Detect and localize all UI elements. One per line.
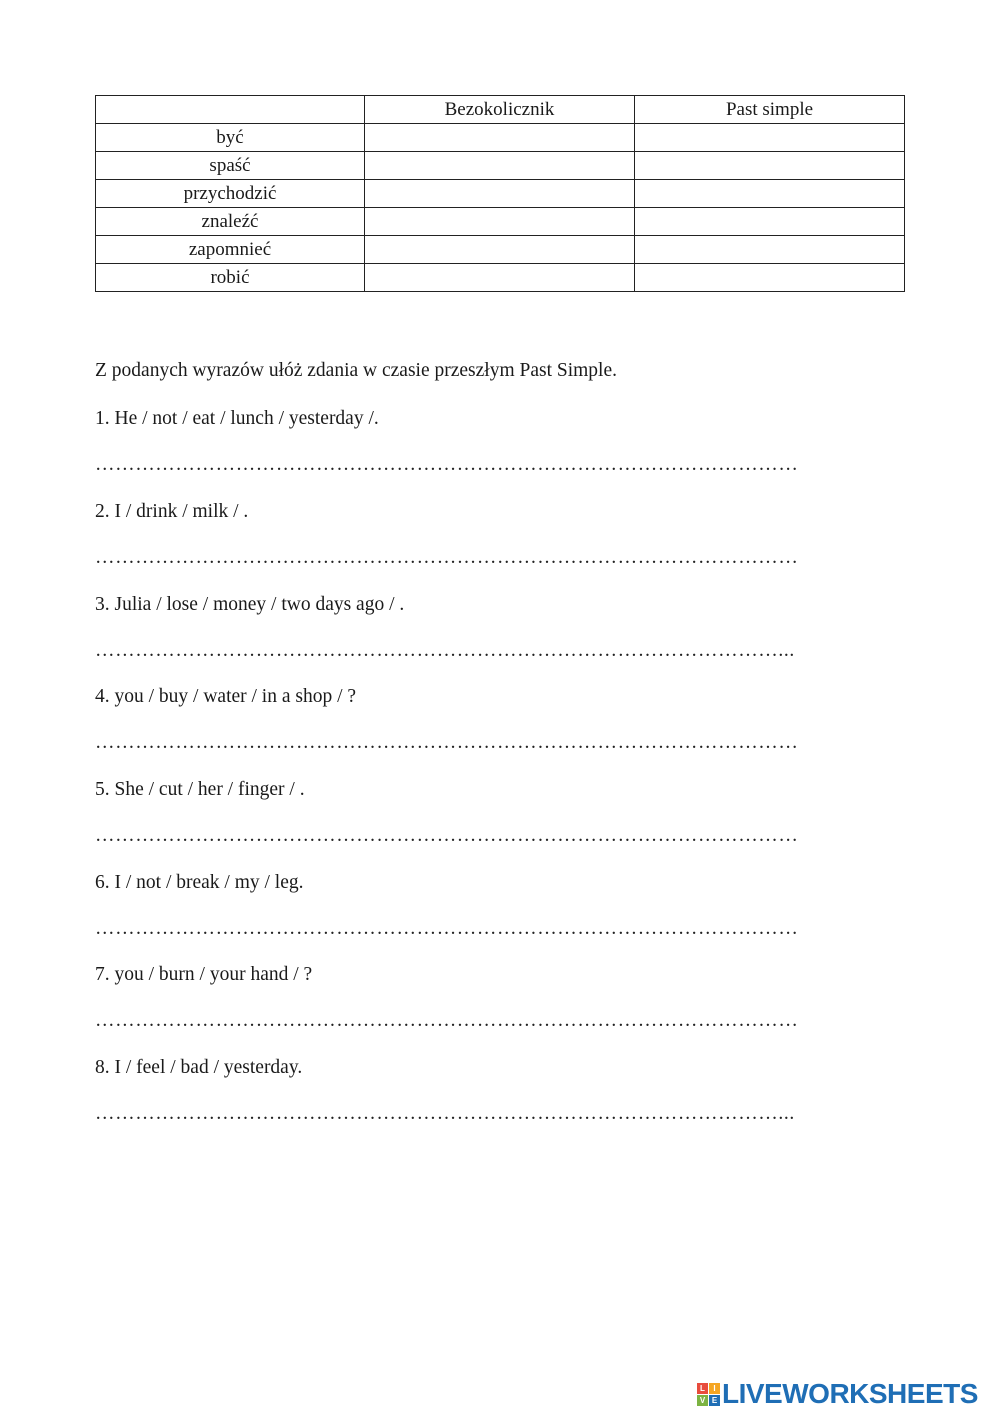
infinitive-answer-cell[interactable]: [365, 124, 635, 152]
exercise-item: [95, 777, 799, 846]
answer-line[interactable]: …………………………………………………………………………………………...: [95, 1103, 795, 1124]
polish-verb-cell: być: [96, 124, 365, 152]
table-row: [96, 152, 905, 180]
header-cell-past-simple: Past simple: [635, 96, 905, 124]
past-simple-answer-cell[interactable]: [635, 208, 905, 236]
liveworksheets-mark-icon: [697, 1383, 720, 1406]
answer-line[interactable]: …………………………………………………………………………………………...: [95, 640, 795, 661]
infinitive-answer-cell[interactable]: [365, 152, 635, 180]
mark-letter: L: [697, 1383, 708, 1394]
exercise-prompt: 2. I / drink / milk / .: [95, 501, 249, 522]
past-simple-answer-cell[interactable]: [635, 124, 905, 152]
infinitive-answer-cell[interactable]: [365, 180, 635, 208]
past-simple-answer-cell[interactable]: [635, 180, 905, 208]
polish-verb-cell: zapomnieć: [96, 236, 365, 264]
past-simple-answer-cell[interactable]: [635, 152, 905, 180]
exercise-item: [95, 592, 795, 661]
exercise-item: [95, 406, 799, 475]
verb-table: [95, 95, 905, 292]
past-simple-answer-cell[interactable]: [635, 264, 905, 292]
exercise-item: [95, 962, 799, 1031]
exercise-prompt: 3. Julia / lose / money / two days ago / .: [95, 594, 405, 615]
exercise-prompt: 6. I / not / break / my / leg.: [95, 872, 304, 893]
polish-verb-cell: znaleźć: [96, 208, 365, 236]
polish-verb-cell: spaść: [96, 152, 365, 180]
answer-line[interactable]: ……………………………………………………………………………………………: [95, 454, 799, 475]
exercise-prompt: 5. She / cut / her / finger / .: [95, 779, 305, 800]
infinitive-answer-cell[interactable]: [365, 208, 635, 236]
exercise-item: [95, 1055, 795, 1124]
exercise-prompt: 7. you / burn / your hand / ?: [95, 964, 313, 985]
polish-verb-cell: robić: [96, 264, 365, 292]
past-simple-answer-cell[interactable]: [635, 236, 905, 264]
exercise-prompt: 1. He / not / eat / lunch / yesterday /.: [95, 408, 379, 429]
instruction-text: Z podanych wyrazów ułóż zdania w czasie przeszłym Past Simple.: [95, 360, 617, 381]
answer-line[interactable]: ……………………………………………………………………………………………: [95, 547, 799, 568]
header-cell-empty: [96, 96, 365, 124]
exercise-prompt: 4. you / buy / water / in a shop / ?: [95, 686, 357, 707]
mark-letter: E: [709, 1395, 720, 1406]
mark-letter: V: [697, 1395, 708, 1406]
header-cell-infinitive: Bezokolicznik: [365, 96, 635, 124]
table-row: [96, 124, 905, 152]
table-row: [96, 208, 905, 236]
table-row: [96, 264, 905, 292]
infinitive-answer-cell[interactable]: [365, 236, 635, 264]
liveworksheets-logo: [697, 1378, 978, 1410]
table-row: [96, 236, 905, 264]
answer-line[interactable]: ……………………………………………………………………………………………: [95, 825, 799, 846]
polish-verb-cell: przychodzić: [96, 180, 365, 208]
exercise-prompt: 8. I / feel / bad / yesterday.: [95, 1057, 303, 1078]
exercise-item: [95, 870, 799, 939]
answer-line[interactable]: ……………………………………………………………………………………………: [95, 732, 799, 753]
mark-letter: I: [709, 1383, 720, 1394]
logo-text: LIVEWORKSHEETS: [722, 1378, 978, 1409]
exercise-item: [95, 684, 799, 753]
exercise-item: [95, 499, 799, 568]
infinitive-answer-cell[interactable]: [365, 264, 635, 292]
table-row: [96, 180, 905, 208]
answer-line[interactable]: ……………………………………………………………………………………………: [95, 918, 799, 939]
table-header-row: [96, 96, 905, 124]
answer-line[interactable]: ……………………………………………………………………………………………: [95, 1010, 799, 1031]
